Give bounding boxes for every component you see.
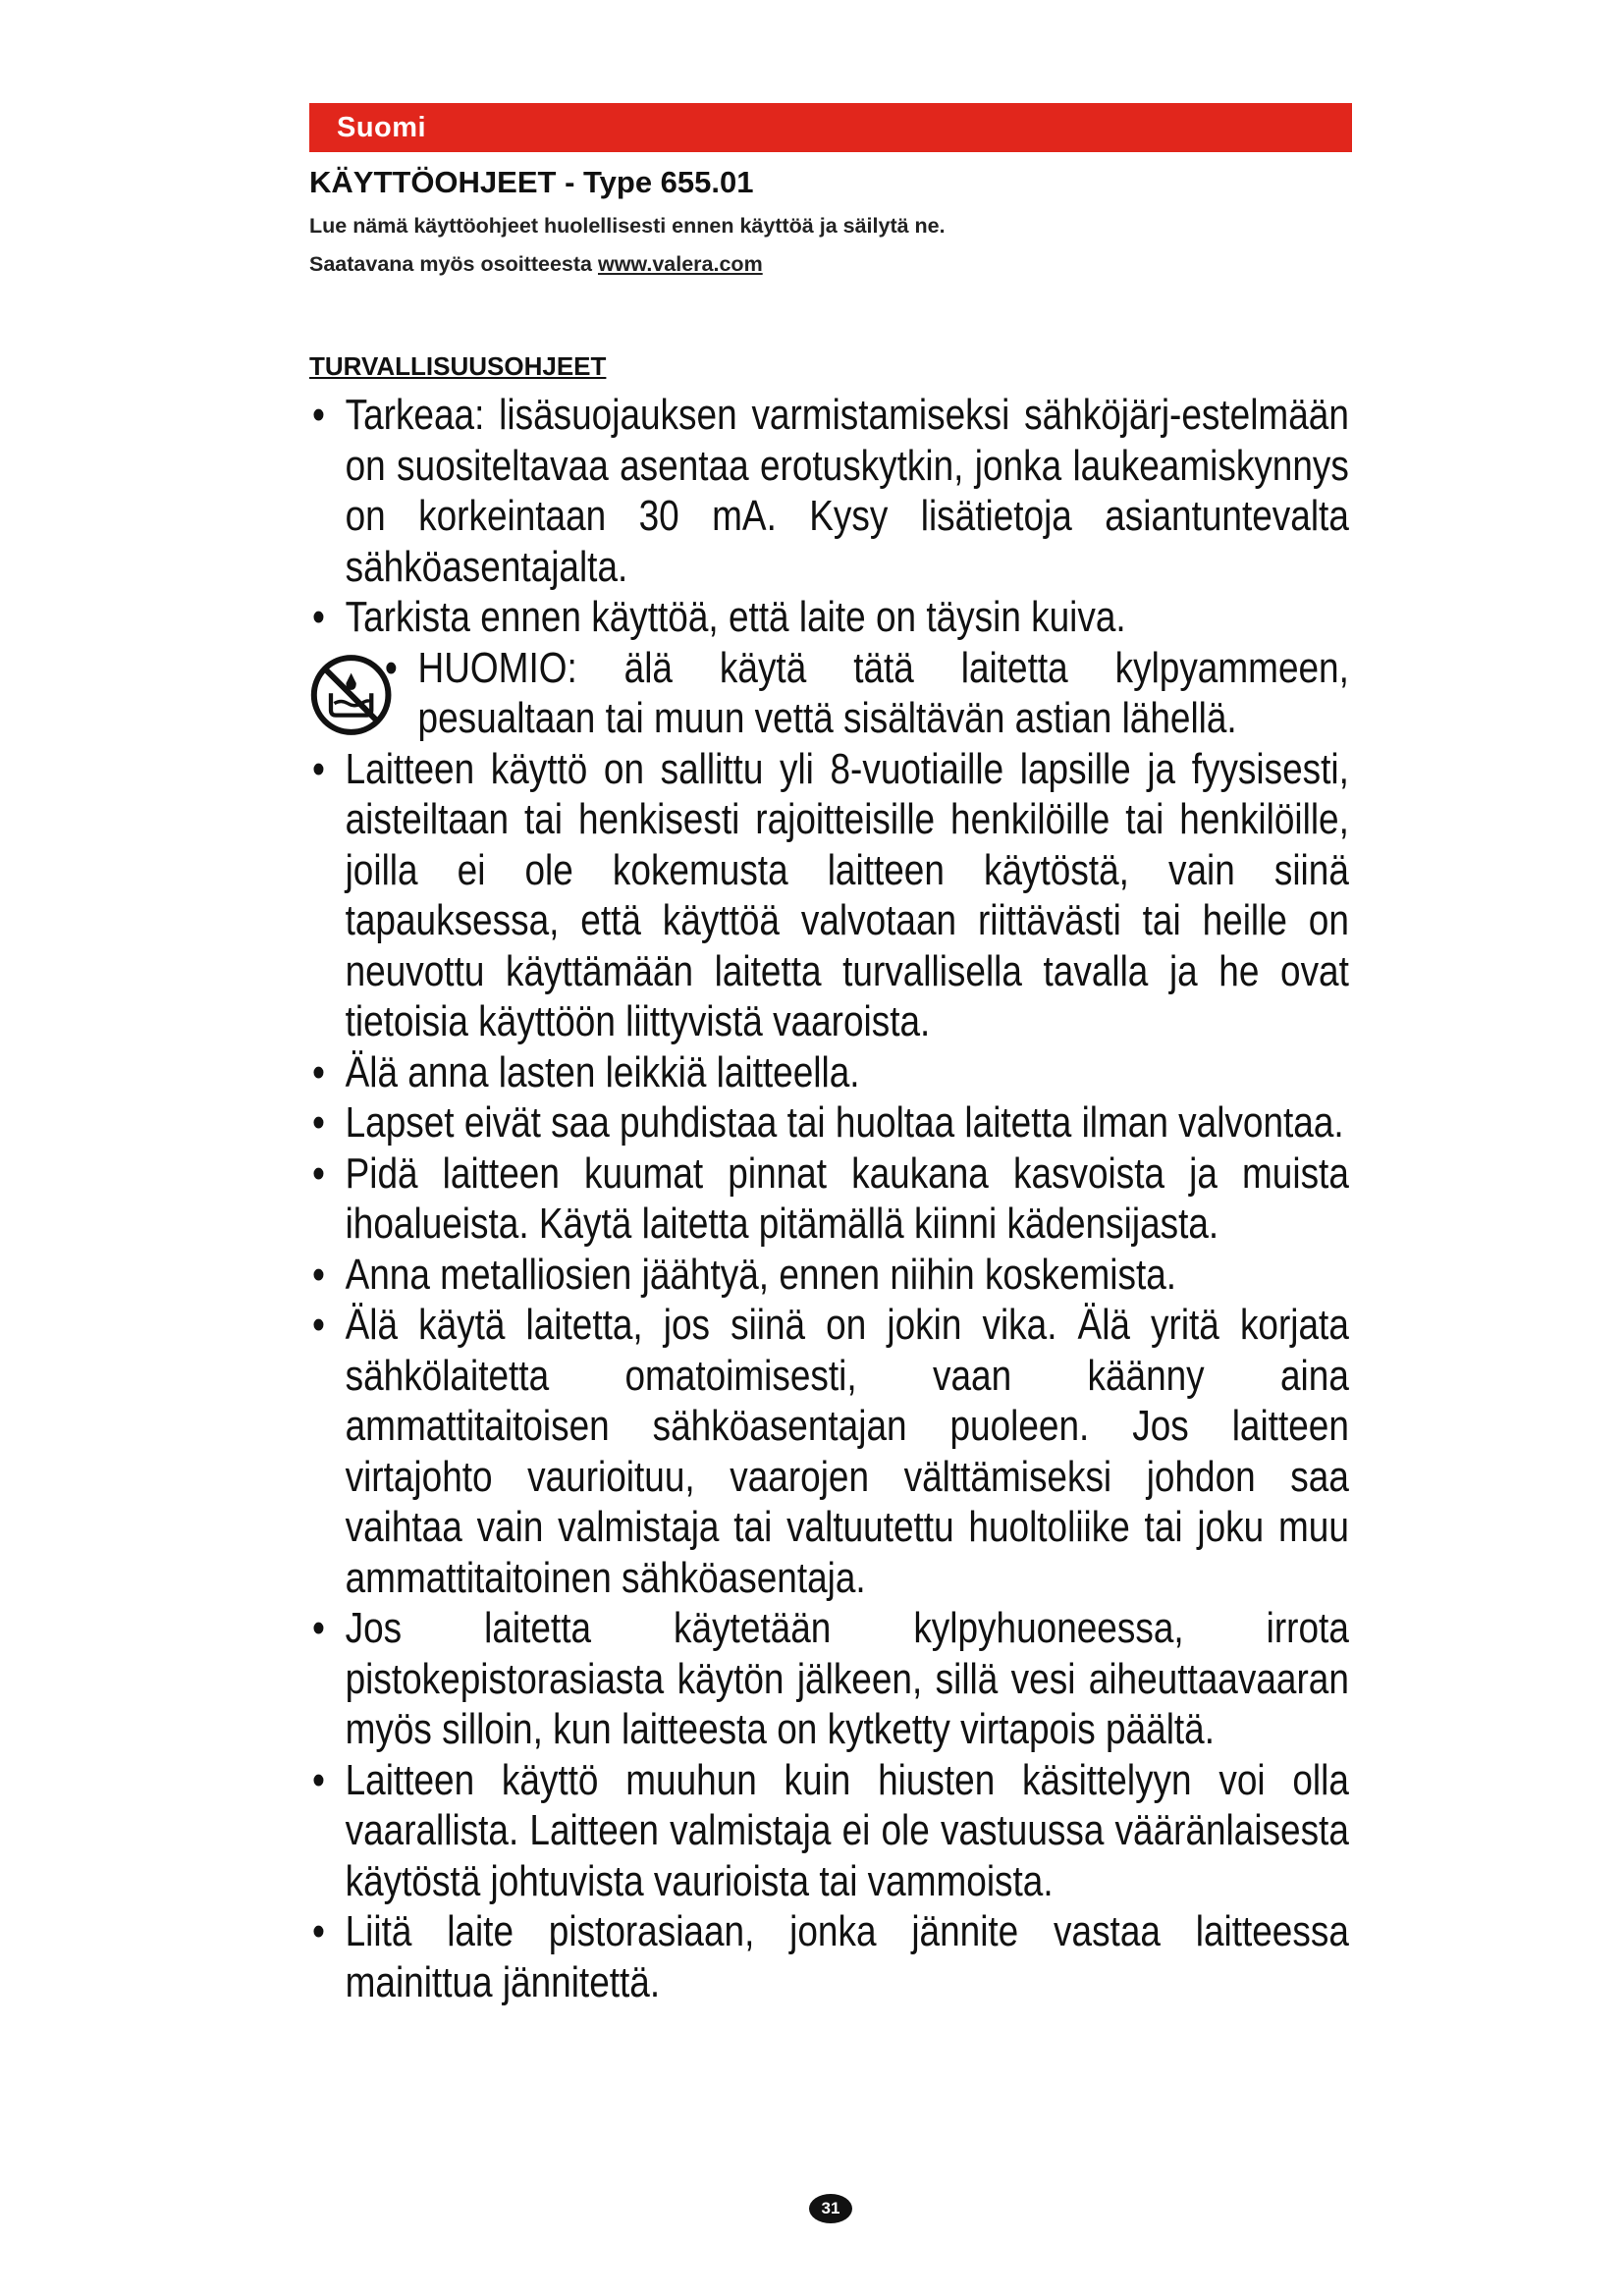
- safety-item-text: Jos laitetta käytetään kylpyhuoneessa, irrota pistokepistorasiasta käytön jälkeen, sillä vesi aiheuttaavaaran myös silloin, kun laitteesta on kytketty virtapois päältä.: [345, 1604, 1349, 1753]
- bullet: •: [384, 643, 398, 692]
- safety-item: [312, 744, 1349, 1047]
- safety-item: [312, 1148, 1349, 1250]
- safety-item-text: Anna metalliosien jäähtyä, ennen niihin koskemista.: [345, 1250, 1177, 1299]
- safety-item: [312, 1250, 1349, 1301]
- safety-item-text: Älä anna lasten leikkiä laitteella.: [345, 1047, 860, 1096]
- bullet: •: [312, 1250, 325, 1299]
- safety-item-warning: [312, 643, 1349, 744]
- safety-item-text: Liitä laite pistorasiaan, jonka jännite vastaa laitteessa mainittua jännitettä.: [345, 1907, 1349, 2006]
- safety-item: [312, 592, 1349, 643]
- safety-item: [312, 1300, 1349, 1603]
- safety-list: [312, 390, 1349, 2007]
- safety-item-text: Tarkista ennen käyttöä, että laite on täysin kuiva.: [345, 593, 1126, 641]
- document-title: KÄYTTÖOHJEET - Type 655.01: [309, 165, 754, 199]
- bullet: •: [312, 1047, 325, 1096]
- bullet: •: [312, 593, 325, 641]
- bullet: •: [312, 1907, 325, 1955]
- page-number: 31: [821, 2199, 840, 2217]
- bullet: •: [312, 1148, 325, 1198]
- safety-item: [312, 1603, 1349, 1755]
- safety-item-text: HUOMIO: älä käytä tätä laitetta kylpyammeen, pesualtaan tai muun vettä sisältävän astian lähellä.: [417, 643, 1349, 742]
- safety-item-text: Lapset eivät saa puhdistaa tai huoltaa laitetta ilman valvontaa.: [345, 1098, 1344, 1147]
- safety-item-text: Älä käytä laitetta, jos siinä on jokin vika. Älä yritä korjata sähkölaitetta omatoimisesti, vaan käänny aina ammattitaitoisen sähköasentajan puoleen. Jos laitteen virtajohto vaurioituu, vaarojen välttämiseksi johdon saa vaihtaa vain valmistaja tai valtuutettu huoltoliike tai joku muu ammattitaitoinen sähköasentaja.: [345, 1301, 1349, 1602]
- safety-item-text: Laitteen käyttö on sallittu yli 8-vuotiaille lapsille ja fyysisesti, aisteiltaan tai henkisesti rajoitteisille henkilöille tai henkilöille, joilla ei ole kokemusta laitteen käytöstä, vain siinä tapauksessa, että käyttöä valvotaan riittävästi tai heille on neuvottu käyttämään laitetta turvallisella tavalla ja he ovat tietoisia käyttöön liittyvistä vaaroista.: [345, 744, 1349, 1045]
- bullet: •: [312, 744, 325, 793]
- availability-note: [309, 252, 763, 277]
- safety-item: [312, 1906, 1349, 2007]
- safety-item: [312, 1755, 1349, 1907]
- page-number-badge: [809, 2194, 852, 2223]
- safety-item-text: Tarkeaa: lisäsuojauksen varmistamiseksi sähköjärj-estelmään on suositeltavaa asentaa erotuskytkin, jonka laukeamiskynnys on korkeintaan 30 mA. Kysy lisätietoja asiantuntevalta sähköasentajalta.: [345, 391, 1349, 591]
- bullet: •: [312, 1098, 325, 1147]
- safety-item-text: Laitteen käyttö muuhun kuin hiusten käsittelyyn voi olla vaarallista. Laitteen valmistaja ei ole vastuussa vääränlaisesta käytöstä johtuvista vaurioista tai vammoista.: [345, 1755, 1349, 1905]
- no-water-icon: [309, 653, 394, 737]
- bullet: •: [312, 1755, 325, 1804]
- safety-heading: TURVALLISUUSOHJEET: [309, 351, 607, 381]
- read-instructions-note: Lue nämä käyttöohjeet huolellisesti ennen käyttöä ja säilytä ne.: [309, 214, 946, 238]
- bullet: •: [312, 1301, 325, 1349]
- safety-item: [312, 1047, 1349, 1098]
- safety-item-text: Pidä laitteen kuumat pinnat kaukana kasvoista ja muista ihoalueista. Käytä laitetta pitämällä kiinni kädensijasta.: [345, 1148, 1349, 1248]
- website-link[interactable]: www.valera.com: [597, 252, 763, 276]
- safety-item: [312, 1097, 1349, 1148]
- bullet: •: [312, 1604, 325, 1652]
- bullet: •: [312, 391, 325, 439]
- availability-prefix: Saatavana myös osoitteesta: [309, 252, 592, 276]
- language-label: Suomi: [337, 111, 427, 143]
- language-bar: [309, 103, 1352, 152]
- safety-item: [312, 390, 1349, 592]
